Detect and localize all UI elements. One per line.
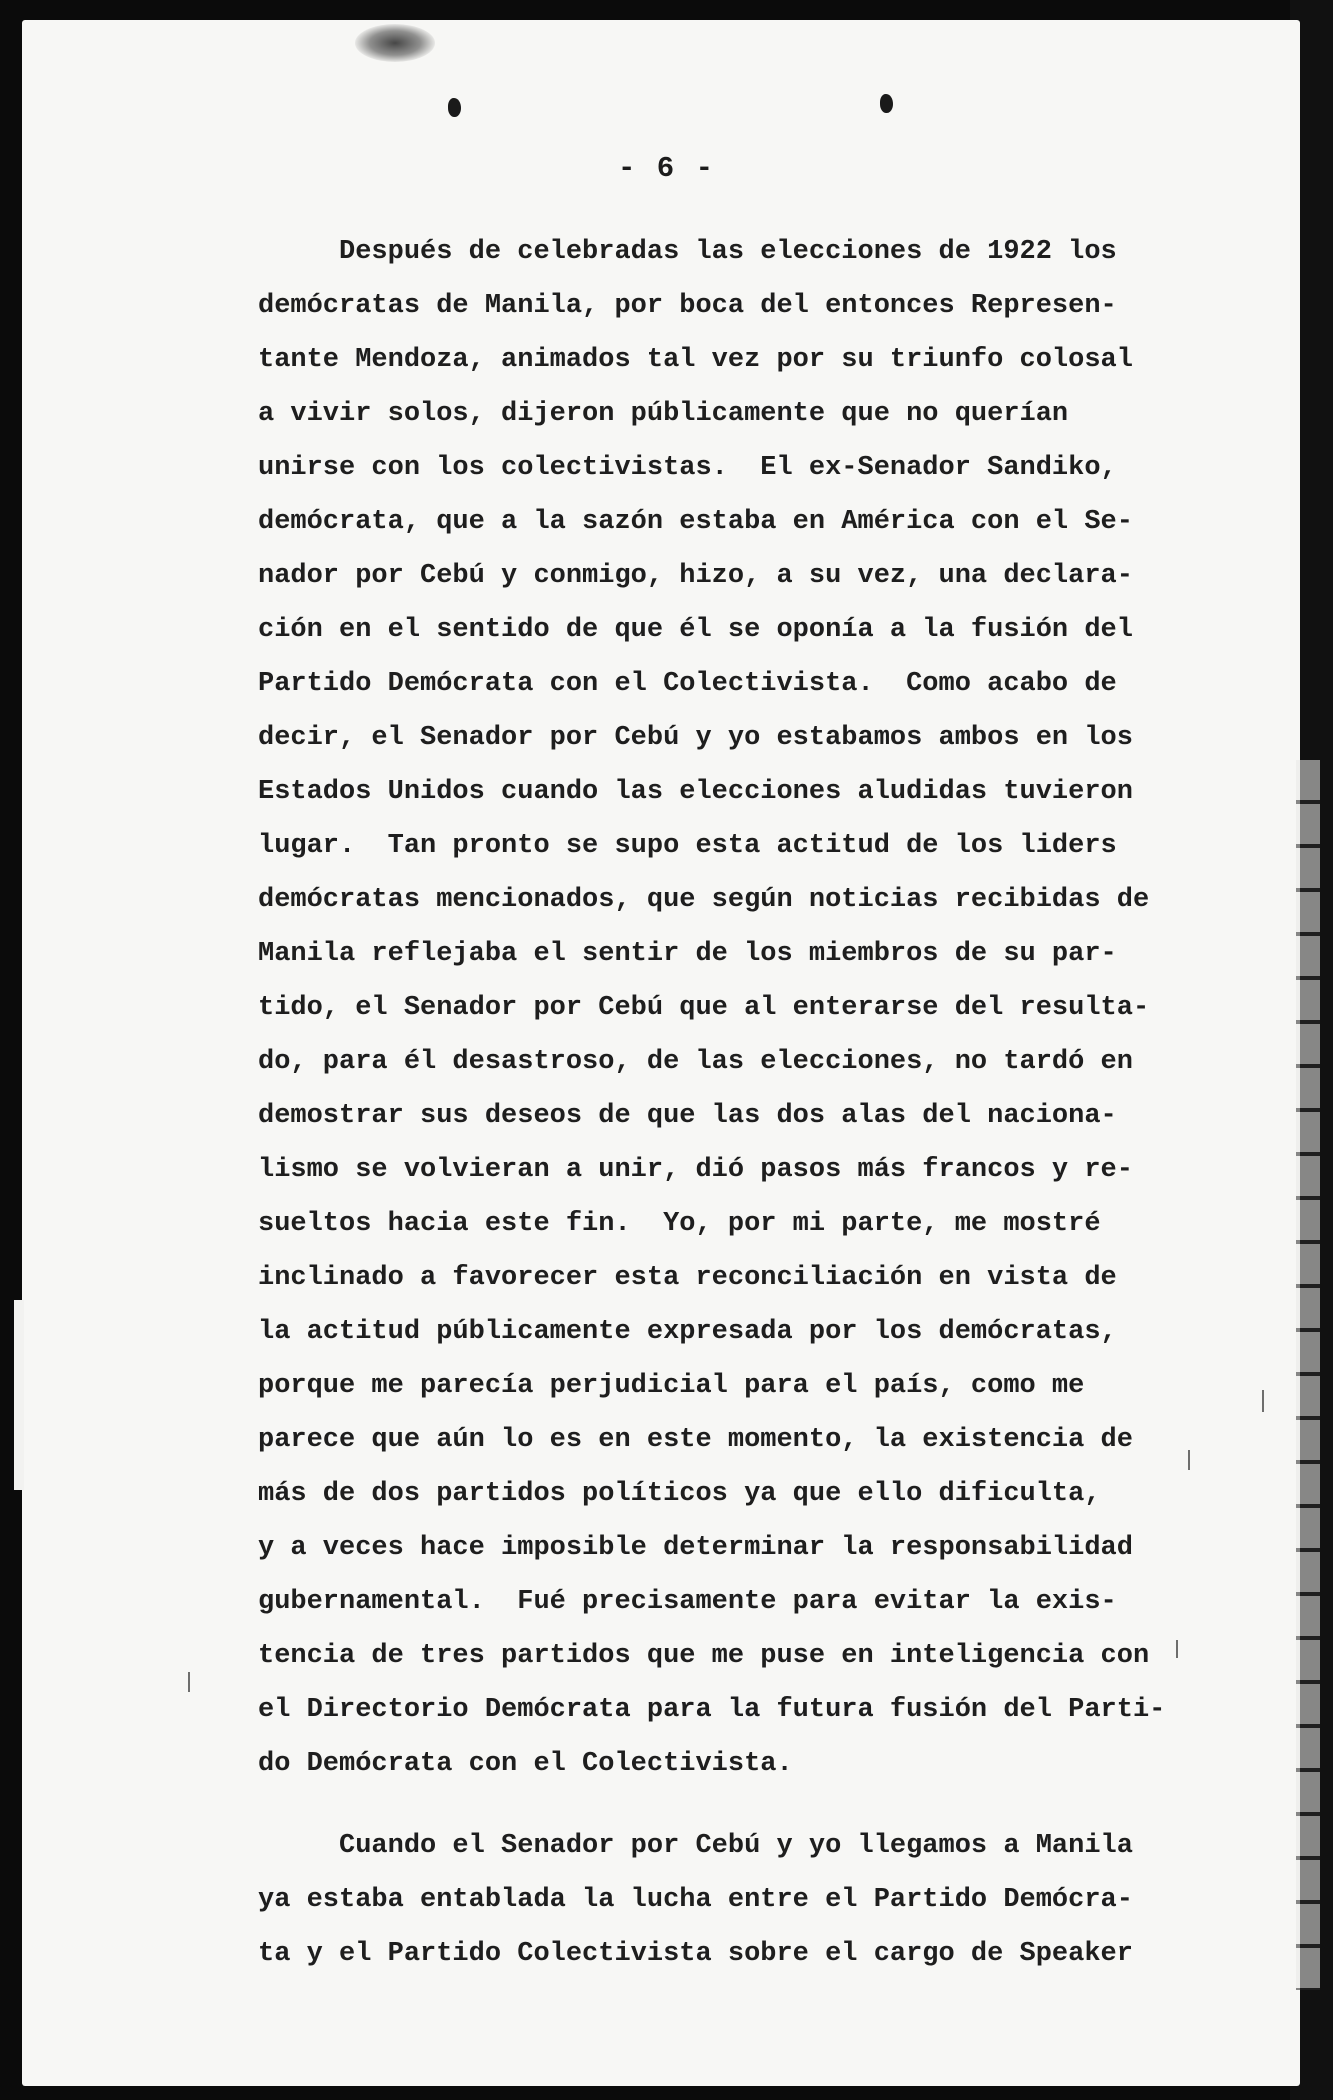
ink-smudge xyxy=(355,24,435,62)
punch-hole-right xyxy=(880,94,893,113)
pencil-mark xyxy=(1188,1450,1190,1470)
text-line: Estados Unidos cuando las elecciones aludidas tuvieron xyxy=(258,777,1133,807)
pencil-mark xyxy=(188,1672,190,1692)
text-line: ta y el Partido Colectivista sobre el cargo de Speaker xyxy=(258,1939,1133,1969)
body-text xyxy=(258,225,1166,1981)
text-line: tante Mendoza, animados tal vez por su triunfo colosal xyxy=(258,345,1133,375)
text-line: nador por Cebú y conmigo, hizo, a su vez, una declara- xyxy=(258,561,1133,591)
pencil-mark xyxy=(1262,1390,1264,1412)
text-line: lismo se volvieran a unir, dió pasos más francos y re- xyxy=(258,1155,1133,1185)
text-line: ción en el sentido de que él se oponía a la fusión del xyxy=(258,615,1133,645)
paragraph-spacer xyxy=(258,1791,1138,1819)
text-line: sueltos hacia este fin. Yo, por mi parte, me mostré xyxy=(258,1209,1101,1239)
text-line: decir, el Senador por Cebú y yo estabamos ambos en los xyxy=(258,723,1133,753)
text-line: tido, el Senador por Cebú que al enterarse del resulta- xyxy=(258,993,1150,1023)
page-number: - 6 - xyxy=(617,152,715,185)
text-line: demostrar sus deseos de que las dos alas del naciona- xyxy=(258,1101,1117,1131)
paragraph-1 xyxy=(258,225,1166,1791)
text-line: do Demócrata con el Colectivista. xyxy=(258,1749,793,1779)
text-line: a vivir solos, dijeron públicamente que no querían xyxy=(258,399,1069,429)
paragraph-2 xyxy=(258,1819,1138,1981)
text-line: Después de celebradas las elecciones de 1922 los xyxy=(258,237,1117,267)
text-line: unirse con los colectivistas. El ex-Senador Sandiko, xyxy=(258,453,1117,483)
text-line: más de dos partidos políticos ya que ello dificulta, xyxy=(258,1479,1101,1509)
text-line: Manila reflejaba el sentir de los miembros de su par- xyxy=(258,939,1117,969)
text-line: gubernamental. Fué precisamente para evitar la exis- xyxy=(258,1587,1117,1617)
text-line: y a veces hace imposible determinar la responsabilidad xyxy=(258,1533,1133,1563)
paper-edge-left xyxy=(14,1300,24,1490)
text-line: parece que aún lo es en este momento, la existencia de xyxy=(258,1425,1133,1455)
text-line: tencia de tres partidos que me puse en inteligencia con xyxy=(258,1641,1150,1671)
text-line: demócratas mencionados, que según noticias recibidas de xyxy=(258,885,1150,915)
text-line: porque me parecía perjudicial para el país, como me xyxy=(258,1371,1085,1401)
text-line: demócratas de Manila, por boca del entonces Represen- xyxy=(258,291,1117,321)
text-line: la actitud públicamente expresada por los demócratas, xyxy=(258,1317,1117,1347)
punch-hole-left xyxy=(448,98,461,117)
text-line: Partido Demócrata con el Colectivista. Como acabo de xyxy=(258,669,1117,699)
text-line: do, para él desastroso, de las elecciones, no tardó en xyxy=(258,1047,1133,1077)
text-line: el Directorio Demócrata para la futura fusión del Parti- xyxy=(258,1695,1166,1725)
text-line: ya estaba entablada la lucha entre el Partido Demócra- xyxy=(258,1885,1133,1915)
pencil-mark xyxy=(1176,1640,1178,1658)
text-line: inclinado a favorecer esta reconciliación en vista de xyxy=(258,1263,1117,1293)
text-line: lugar. Tan pronto se supo esta actitud de los liders xyxy=(258,831,1117,861)
text-line: Cuando el Senador por Cebú y yo llegamos a Manila xyxy=(258,1831,1133,1861)
adjacent-page-edge xyxy=(1296,760,1320,1990)
text-line: demócrata, que a la sazón estaba en América con el Se- xyxy=(258,507,1133,537)
